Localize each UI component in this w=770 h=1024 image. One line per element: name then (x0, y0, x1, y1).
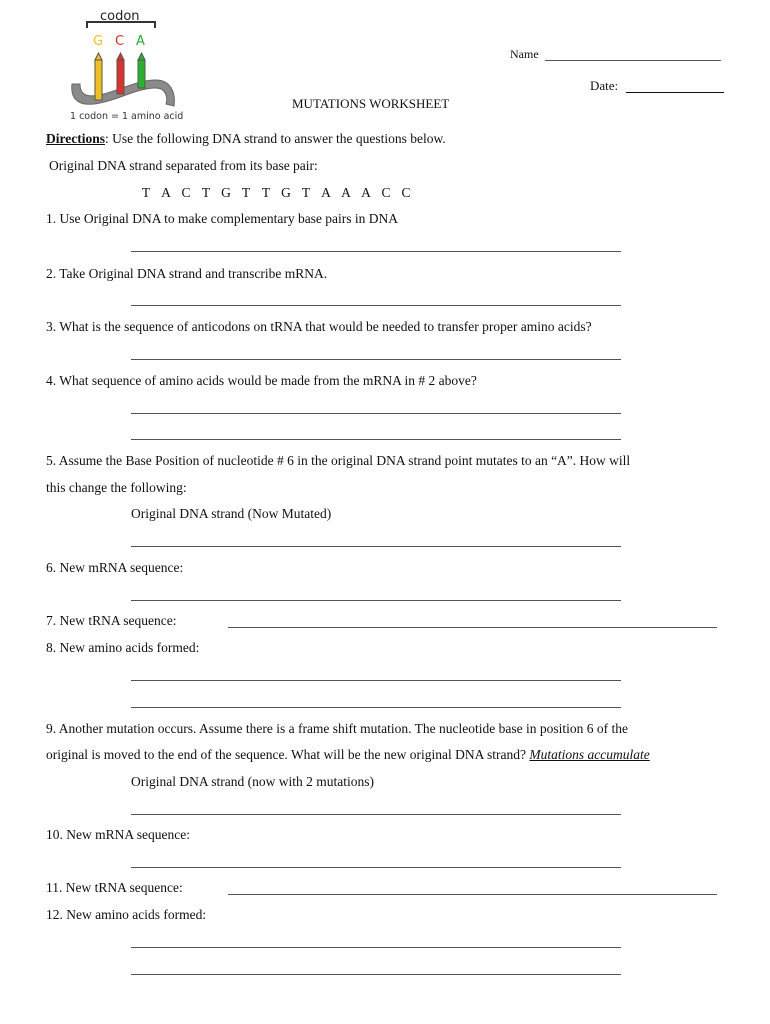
base: C (401, 185, 411, 200)
answer-line-6[interactable] (131, 600, 621, 601)
answer-line-11[interactable] (228, 894, 717, 895)
answer-line-1[interactable] (131, 251, 621, 252)
directions-text: : Use the following DNA strand to answer the questions below. (105, 131, 446, 146)
question-5-sub: Original DNA strand (Now Mutated) (131, 506, 332, 521)
letter-g: G (93, 34, 104, 49)
base-c (117, 60, 124, 94)
question-9-text: original is moved to the end of the sequence. What will be the new original DNA strand? (46, 747, 527, 762)
base: A (341, 185, 351, 200)
question-2: 2. Take Original DNA strand and transcribe mRNA. (46, 266, 328, 281)
question-1: 1. Use Original DNA to make complementary base pairs in DNA (46, 211, 399, 226)
letter-a: A (136, 34, 145, 49)
answer-line-10[interactable] (131, 867, 621, 868)
base: C (181, 185, 191, 200)
codon-logo (60, 6, 190, 124)
base-a (138, 60, 145, 88)
page-title: MUTATIONS WORKSHEET (292, 96, 450, 111)
directions-line (46, 132, 446, 146)
strand-intro: Original DNA strand separated from its base pair: (49, 158, 318, 173)
question-9-line2 (46, 748, 650, 762)
name-label: Name (510, 47, 539, 61)
question-4: 4. What sequence of amino acids would be made from the mRNA in # 2 above? (46, 373, 477, 388)
directions-label: Directions (46, 131, 105, 146)
base-g-tip (95, 53, 102, 60)
answer-line-9[interactable] (131, 814, 621, 815)
question-9-line1: 9. Another mutation occurs. Assume there is a frame shift mutation. The nucleotide base in position 6 of the (46, 721, 629, 736)
base: A (361, 185, 371, 200)
answer-line-12b[interactable] (131, 974, 621, 975)
answer-line-2[interactable] (131, 305, 621, 306)
question-6: 6. New mRNA sequence: (46, 560, 184, 575)
answer-line-4b[interactable] (131, 439, 621, 440)
answer-line-8b[interactable] (131, 707, 621, 708)
name-field[interactable] (545, 60, 721, 61)
question-9-sub: Original DNA strand (now with 2 mutations) (131, 774, 374, 789)
question-10: 10. New mRNA sequence: (46, 827, 190, 842)
base: T (301, 185, 311, 200)
question-12: 12. New amino acids formed: (46, 907, 207, 922)
question-5-line1: 5. Assume the Base Position of nucleotide # 6 in the original DNA strand point mutates to an “A”. How will (46, 453, 631, 468)
answer-line-3[interactable] (131, 359, 621, 360)
question-11: 11. New tRNA sequence: (46, 880, 183, 895)
answer-line-12a[interactable] (131, 947, 621, 948)
question-5-line2: this change the following: (46, 480, 187, 495)
base-c-tip (117, 53, 124, 60)
letter-c: C (115, 34, 125, 49)
base-g (95, 60, 102, 100)
base: T (201, 185, 211, 200)
date-field[interactable] (626, 92, 724, 93)
base-a-tip (138, 53, 145, 60)
base: T (241, 185, 251, 200)
base: C (381, 185, 391, 200)
date-label: Date: (590, 78, 619, 93)
codon-caption: 1 codon = 1 amino acid (70, 111, 184, 122)
question-7: 7. New tRNA sequence: (46, 613, 177, 628)
base: G (281, 185, 291, 200)
base: A (161, 185, 171, 200)
question-3: 3. What is the sequence of anticodons on tRNA that would be needed to transfer proper amino acids? (46, 319, 592, 334)
base: G (221, 185, 231, 200)
answer-line-8a[interactable] (131, 680, 621, 681)
answer-line-5[interactable] (131, 546, 621, 547)
dna-sequence (136, 186, 416, 200)
base: T (141, 185, 151, 200)
question-9-emphasis: Mutations accumulate (529, 747, 650, 762)
question-8: 8. New amino acids formed: (46, 640, 200, 655)
codon-label: codon (100, 9, 140, 24)
answer-line-4a[interactable] (131, 413, 621, 414)
base: T (261, 185, 271, 200)
answer-line-7[interactable] (228, 627, 717, 628)
base: A (321, 185, 331, 200)
